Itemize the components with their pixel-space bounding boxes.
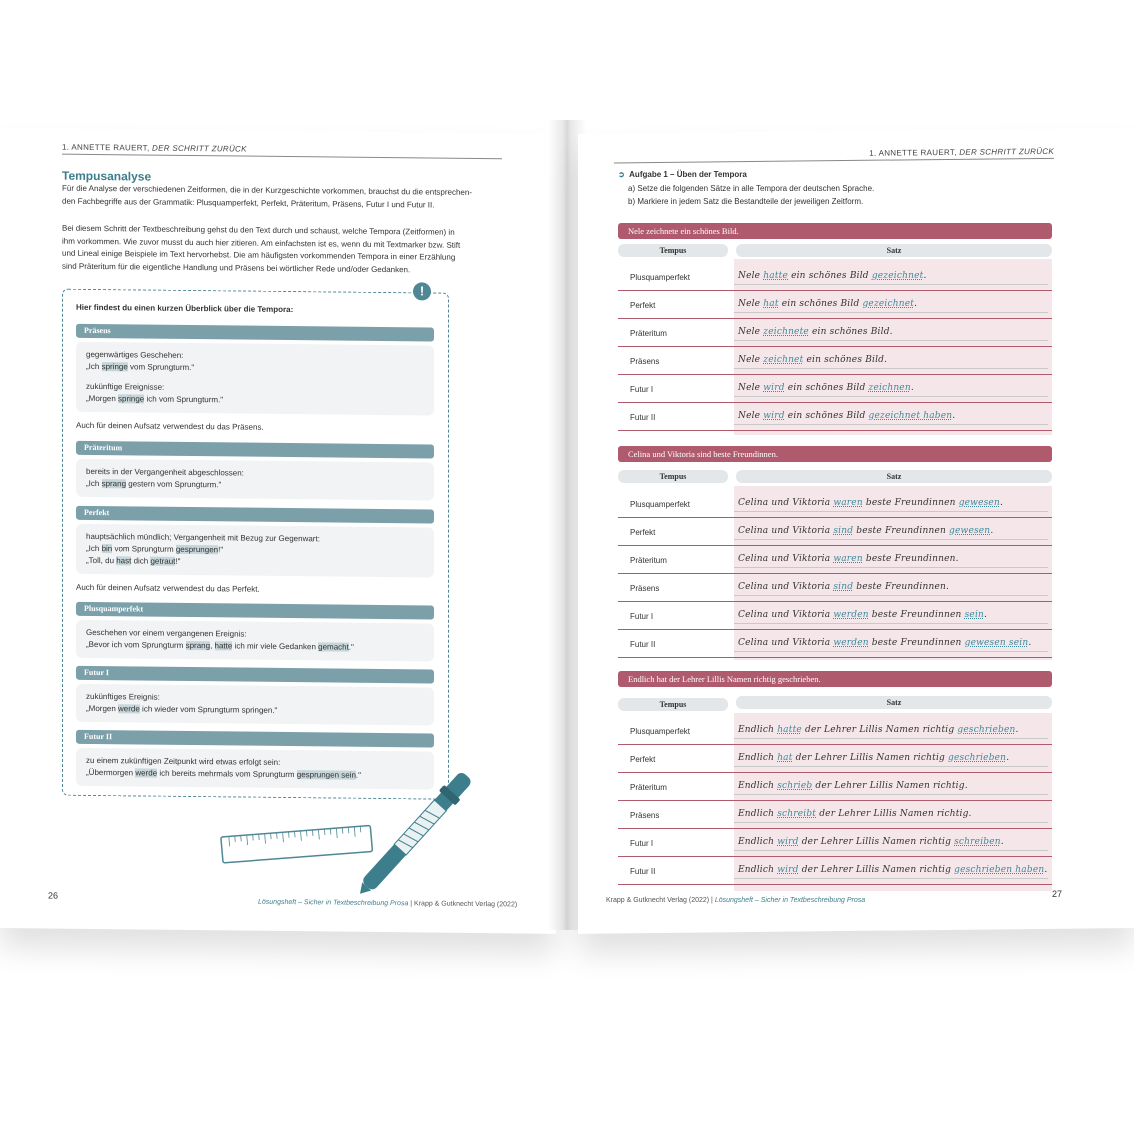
marked-verb: wird: [777, 865, 799, 875]
marked-verb: schreiben: [954, 837, 1001, 847]
header-rule: [62, 154, 502, 160]
sentence-text: ein schönes Bild: [778, 299, 863, 309]
tense-bar-praeteritum: Präteritum: [76, 441, 434, 459]
task-heading: [618, 170, 747, 179]
table-row: [618, 717, 1052, 745]
marked-verb: geschrieben haben: [954, 865, 1045, 875]
answer-line: [734, 284, 1048, 285]
marked-verb: gewesen: [949, 526, 991, 536]
sentence-text: Endlich: [738, 865, 778, 875]
sentence-text: ein schönes Bild: [784, 411, 869, 421]
marked-verb: sind: [833, 582, 854, 592]
answer-line: [734, 623, 1048, 624]
tempus-label: Präsens: [630, 357, 660, 366]
sentence-text: ein schönes Bild.: [803, 355, 888, 365]
column-header-satz: Satz: [736, 244, 1052, 257]
answer-sentence: [738, 725, 1019, 735]
marked-verb: gezeichnet: [871, 271, 924, 281]
answer-sentence: [738, 554, 959, 564]
tense-example: [86, 361, 194, 374]
answer-line: [734, 738, 1048, 739]
highlighted-verb: hatte: [214, 641, 233, 651]
intro-paragraph-2: [62, 223, 507, 278]
highlighted-verb: gesprungen: [175, 544, 219, 555]
tempus-label: Präsens: [630, 584, 660, 593]
example-text: gestern vom Sprungturm.": [126, 479, 222, 490]
answer-line: [734, 567, 1048, 568]
sentence-text: der Lehrer Lillis Namen richtig: [798, 865, 955, 875]
highlighted-verb: bin: [101, 544, 113, 554]
example-text: .": [355, 770, 361, 780]
example-text: ich wieder vom Sprungturm springen.": [139, 704, 278, 715]
tense-example: [86, 478, 221, 491]
sentence-text: Celina und Viktoria: [738, 498, 834, 508]
highlighted-verb: springe: [101, 362, 128, 372]
marked-verb: hatte: [763, 271, 789, 281]
answer-line: [734, 539, 1048, 540]
tense-example: [86, 767, 361, 782]
highlighted-verb: getraut: [150, 556, 176, 566]
example-text: „Toll, du: [86, 555, 117, 566]
highlighted-verb: sprang: [101, 479, 127, 489]
example-text: „Ich: [86, 543, 102, 554]
answer-sentence: [738, 837, 1004, 847]
marked-verb: wird: [763, 383, 785, 393]
answer-line: [734, 794, 1048, 795]
sentence-text: Endlich: [738, 781, 778, 791]
tempus-label: Präteritum: [630, 329, 667, 338]
marked-verb: schreibt: [777, 809, 817, 819]
tempus-label: Präsens: [630, 811, 660, 820]
marked-verb: werden: [833, 638, 869, 648]
running-head-author: 1. ANNETTE RAUERT,: [62, 142, 153, 153]
answer-sentence: [738, 638, 1031, 648]
answer-line: [734, 424, 1048, 425]
task-instruction: a) Setze die folgenden Sätze in alle Tempora der deutschen Sprache.: [628, 184, 875, 193]
sentence-text: Endlich: [738, 809, 778, 819]
table-row: [618, 801, 1052, 829]
sentence-text: beste Freundinnen: [868, 638, 965, 648]
sentence-text: der Lehrer Lillis Namen richtig: [801, 725, 958, 735]
tempus-label: Plusquamperfekt: [630, 727, 691, 736]
marked-verb: zeichnet: [763, 355, 804, 365]
answer-line: [734, 595, 1048, 596]
sentence-text: ein schönes Bild: [784, 383, 869, 393]
tense-card-praesens: [76, 342, 434, 416]
answer-line: [734, 850, 1048, 851]
marked-verb: gewesen: [958, 498, 1000, 508]
table-row: [618, 518, 1052, 546]
tempus-label: Perfekt: [630, 301, 656, 310]
sentence-text: beste Freundinnen.: [862, 554, 959, 564]
header-rule: [614, 158, 1054, 164]
table-row: [618, 319, 1052, 347]
example-text: !": [175, 556, 181, 566]
table-row: [618, 745, 1052, 773]
page-number-left: 26: [48, 890, 59, 901]
table-row: [618, 829, 1052, 857]
tense-card-perfekt: [76, 524, 434, 578]
highlighted-verb: werde: [118, 704, 140, 714]
sentence-text: beste Freundinnen: [868, 610, 965, 620]
tense-description: zukünftige Ereignisse:: [86, 381, 165, 392]
marked-verb: waren: [833, 554, 863, 564]
tense-description: Geschehen vor einem vergangenen Ereignis:: [86, 627, 247, 639]
marked-verb: wird: [763, 411, 785, 421]
tense-example: [86, 703, 277, 717]
sentence-text: Endlich: [738, 725, 778, 735]
tense-card-plusquamperfekt: [76, 620, 434, 662]
marked-verb: gezeichnet: [862, 299, 915, 309]
footer-publisher: | Krapp & Gutknecht Verlag (2022): [408, 900, 518, 909]
tempus-label: Futur II: [630, 640, 656, 649]
marked-verb: sein: [964, 610, 985, 620]
tense-bar-futur2: Futur II: [76, 730, 434, 748]
example-text: „Übermorgen: [86, 767, 136, 778]
tense-example: [86, 639, 354, 654]
running-head-author: 1. ANNETTE RAUERT,: [869, 147, 960, 158]
tense-description: zu einem zukünftigen Zeitpunkt wird etwas erfolgt sein:: [86, 755, 281, 767]
tense-card-praeteritum: [76, 459, 434, 501]
answer-sentence: [738, 411, 955, 421]
highlighted-verb: gesprungen sein: [296, 770, 356, 780]
answer-line: [734, 340, 1048, 341]
answer-sentence: [738, 809, 972, 819]
table-row: [618, 546, 1052, 574]
marked-verb: hat: [777, 753, 793, 763]
sentence-text: .: [914, 299, 918, 309]
example-text: „Morgen: [86, 703, 119, 714]
tempus-label: Futur II: [630, 867, 656, 876]
tense-example: [86, 393, 223, 406]
box-title: Hier findest du einen kurzen Überblick über die Tempora:: [76, 302, 294, 315]
answer-sentence: [738, 355, 887, 365]
tense-description: gegenwärtiges Geschehen:: [86, 349, 184, 360]
sentence-text: Nele: [738, 271, 764, 281]
tempus-label: Plusquamperfekt: [630, 500, 691, 509]
sentence-text: .: [1044, 865, 1048, 875]
sentence-text: beste Freundinnen: [853, 526, 950, 536]
table-row: [618, 263, 1052, 291]
answer-sentence: [738, 582, 949, 592]
example-text: vom Sprungturm.": [127, 362, 195, 373]
intro2-line: Bei diesem Schritt der Textbeschreibung gehst du den Text durch und schaust, welche Tempora (Zeitformen) in: [62, 223, 455, 237]
marked-verb: geschrieben: [957, 725, 1016, 735]
answer-line: [734, 878, 1048, 879]
sentence-text: Celina und Viktoria: [738, 610, 834, 620]
table-row: [618, 490, 1052, 518]
answer-line: [734, 511, 1048, 512]
answer-sentence: [738, 299, 917, 309]
answer-sentence: [738, 781, 968, 791]
task-instruction: b) Markiere in jedem Satz die Bestandteile der jeweiligen Zeitform.: [628, 197, 864, 206]
highlighted-verb: springe: [118, 394, 145, 404]
tense-note: Auch für deinen Aufsatz verwendest du das Präsens.: [76, 420, 264, 432]
answer-sentence: [738, 271, 927, 281]
answer-line: [734, 368, 1048, 369]
sentence-text: Endlich: [738, 753, 778, 763]
answer-sentence: [738, 865, 1047, 875]
left-page: [0, 128, 556, 934]
example-text: „Ich: [86, 361, 102, 372]
tempus-label: Perfekt: [630, 528, 656, 537]
sentence-text: Nele: [738, 411, 764, 421]
column-header-satz: Satz: [736, 696, 1052, 709]
exercise-sentence: Nele zeichnete ein schönes Bild.: [618, 223, 1052, 239]
tense-bar-praesens: Präsens: [76, 324, 434, 342]
tempus-label: Futur I: [630, 385, 654, 394]
example-text: ich bereits mehrmals vom Sprungturm: [157, 768, 297, 780]
table-row: [618, 403, 1052, 431]
footer-publisher: Krapp & Gutknecht Verlag (2022) |: [606, 897, 715, 904]
sentence-text: Nele: [738, 327, 764, 337]
marked-verb: zeichnen: [868, 383, 911, 393]
table-row: [618, 574, 1052, 602]
exercise-sentence: Celina und Viktoria sind beste Freundinnen.: [618, 446, 1052, 462]
table-row: [618, 347, 1052, 375]
marked-verb: gezeichnet haben: [868, 411, 953, 421]
example-text: „Bevor ich vom Sprungturm: [86, 639, 186, 650]
marked-verb: hat: [763, 299, 779, 309]
running-head-title: DER SCHRITT ZURÜCK: [152, 143, 247, 154]
example-text: ich vom Sprungturm.": [144, 394, 224, 405]
marked-verb: werden: [833, 610, 869, 620]
row-divider: [618, 657, 1052, 658]
sentence-text: Celina und Viktoria: [738, 526, 834, 536]
tempus-label: Plusquamperfekt: [630, 273, 691, 282]
sentence-text: .: [1015, 725, 1019, 735]
sentence-text: .: [910, 383, 914, 393]
running-head-left: [62, 143, 247, 154]
tense-bar-plusquamperfekt: Plusquamperfekt: [76, 602, 434, 620]
sentence-text: der Lehrer Lillis Namen richtig.: [816, 809, 972, 819]
intro2-line: ihm vorkommen. Wie zuvor musst du auch hier zitieren. Am einfachsten ist es, wenn du mit Textmarker bzw. Stift: [62, 236, 461, 250]
sentence-text: Celina und Viktoria: [738, 582, 834, 592]
footer-right: [606, 897, 865, 904]
sentence-text: Celina und Viktoria: [738, 554, 834, 564]
table-row: [618, 602, 1052, 630]
answer-sentence: [738, 753, 1009, 763]
tempus-label: Perfekt: [630, 755, 656, 764]
pen-icon: [350, 744, 495, 901]
sentence-text: der Lehrer Lillis Namen richtig: [792, 753, 949, 763]
column-header-tempus: Tempus: [618, 244, 728, 257]
answer-line: [734, 312, 1048, 313]
example-text: .": [348, 642, 354, 652]
running-head-title: DER SCHRITT ZURÜCK: [959, 146, 1054, 157]
sentence-text: .: [952, 411, 956, 421]
tempus-label: Futur II: [630, 413, 656, 422]
answer-sentence: [738, 526, 993, 536]
footer-left: [258, 899, 517, 909]
marked-verb: hatte: [777, 725, 802, 735]
answer-line: [734, 822, 1048, 823]
table-row: [618, 375, 1052, 403]
marked-verb: waren: [833, 498, 863, 508]
tempus-label: Futur I: [630, 839, 654, 848]
intro-paragraph-1: [62, 183, 507, 213]
intro1-line: den Fachbegriffe aus der Grammatik: Plusquamperfekt, Perfekt, Präteritum, Präsens, Futur I und Futur II.: [62, 196, 435, 210]
marked-verb: wird: [777, 837, 799, 847]
page-number-right: 27: [1052, 889, 1063, 899]
tense-bar-futur1: Futur I: [76, 666, 434, 684]
tense-description: bereits in der Vergangenheit abgeschlossen:: [86, 466, 244, 478]
answer-sentence: [738, 498, 1003, 508]
answer-sentence: [738, 383, 914, 393]
example-text: ich mir viele Gedanken: [232, 641, 319, 652]
tense-card-futur1: [76, 684, 434, 726]
table-row: [618, 291, 1052, 319]
sentence-text: der Lehrer Lillis Namen richtig.: [812, 781, 968, 791]
row-divider: [618, 430, 1052, 431]
highlighted-verb: hast: [116, 556, 132, 566]
answer-line: [734, 396, 1048, 397]
intro2-line: sind Präteritum für die eigentliche Handlung und Präsens bei wörtlicher Rede und/oder Gedanken.: [62, 261, 411, 274]
tempus-label: Futur I: [630, 612, 654, 621]
sentence-text: Endlich: [738, 837, 778, 847]
sentence-text: .: [1000, 837, 1004, 847]
answer-line: [734, 651, 1048, 652]
tense-bar-perfekt: Perfekt: [76, 506, 434, 524]
example-text: vom Sprungturm: [112, 544, 176, 554]
sentence-text: ein schönes Bild: [788, 271, 872, 281]
answer-line: [734, 766, 1048, 767]
sentence-text: Celina und Viktoria: [738, 638, 834, 648]
example-text: „Morgen: [86, 393, 119, 404]
footer-series-title: Lösungsheft – Sicher in Textbeschreibung Prosa: [714, 897, 866, 904]
example-text: !": [218, 545, 224, 555]
tempus-label: Präteritum: [630, 783, 667, 792]
marked-verb: gewesen sein: [964, 638, 1029, 648]
example-text: dich: [131, 556, 151, 566]
table-row: [618, 630, 1052, 658]
table-row: [618, 857, 1052, 885]
sentence-text: ein schönes Bild.: [808, 327, 893, 337]
intro2-line: und Lineal einige Beispiele im Text hervorhebst. Die am häufigsten vorkommenden Tempora in einer Erzählung: [62, 248, 456, 262]
footer-series-title: Lösungsheft – Sicher in Textbeschreibung Prosa: [258, 898, 409, 908]
sentence-text: .: [990, 526, 994, 536]
tempus-label: Präteritum: [630, 556, 667, 565]
exercise-section: [618, 446, 1052, 660]
sentence-text: der Lehrer Lillis Namen richtig: [798, 837, 955, 847]
sentence-text: .: [999, 498, 1004, 508]
sentence-text: beste Freundinnen: [862, 498, 959, 508]
table-row: [618, 773, 1052, 801]
marked-verb: zeichnete: [763, 327, 809, 337]
intro1-line: Für die Analyse der verschiedenen Zeitformen, die in der Kurzgeschichte vorkommen, brauchst du die entsprechen-: [62, 183, 472, 197]
row-divider: [618, 884, 1052, 885]
tense-example: [86, 555, 180, 568]
sentence-text: .: [1006, 753, 1010, 763]
column-header-satz: Satz: [736, 470, 1052, 483]
sentence-text: Nele: [738, 355, 764, 365]
exercise-sentence: Endlich hat der Lehrer Lillis Namen richtig geschrieben.: [618, 671, 1052, 687]
marked-verb: schrieb: [777, 781, 813, 791]
sentence-text: .: [984, 610, 988, 620]
sentence-text: Nele: [738, 383, 764, 393]
column-header-tempus: Tempus: [618, 698, 728, 711]
example-text: „Ich: [86, 478, 102, 489]
example-text: ,: [210, 641, 215, 651]
arrow-icon: ➲: [618, 170, 625, 179]
exclamation-icon: !: [413, 282, 431, 300]
highlighted-verb: sprang: [185, 640, 211, 651]
task-title: Aufgabe 1 – Üben der Tempora: [629, 170, 747, 179]
column-header-tempus: Tempus: [618, 470, 728, 483]
answer-sentence: [738, 327, 893, 337]
tense-description: hauptsächlich mündlich; Vergangenheit mit Bezug zur Gegenwart:: [86, 531, 320, 544]
tense-description: zukünftiges Ereignis:: [86, 691, 160, 702]
sentence-text: Nele: [738, 299, 764, 309]
running-head-right: [869, 147, 1054, 158]
marked-verb: sind: [833, 526, 854, 536]
tense-note: Auch für deinen Aufsatz verwendest du das Perfekt.: [76, 582, 260, 594]
sentence-text: beste Freundinnen.: [853, 582, 950, 592]
highlighted-verb: werde: [135, 768, 158, 778]
sentence-text: .: [923, 271, 927, 281]
exercise-section: [618, 223, 1052, 437]
sentence-text: .: [1028, 638, 1032, 648]
answer-sentence: [738, 610, 987, 620]
exercise-section: [618, 671, 1052, 893]
marked-verb: geschrieben: [948, 753, 1007, 763]
section-heading: Tempusanalyse: [62, 168, 152, 184]
highlighted-verb: gemacht: [318, 642, 349, 652]
